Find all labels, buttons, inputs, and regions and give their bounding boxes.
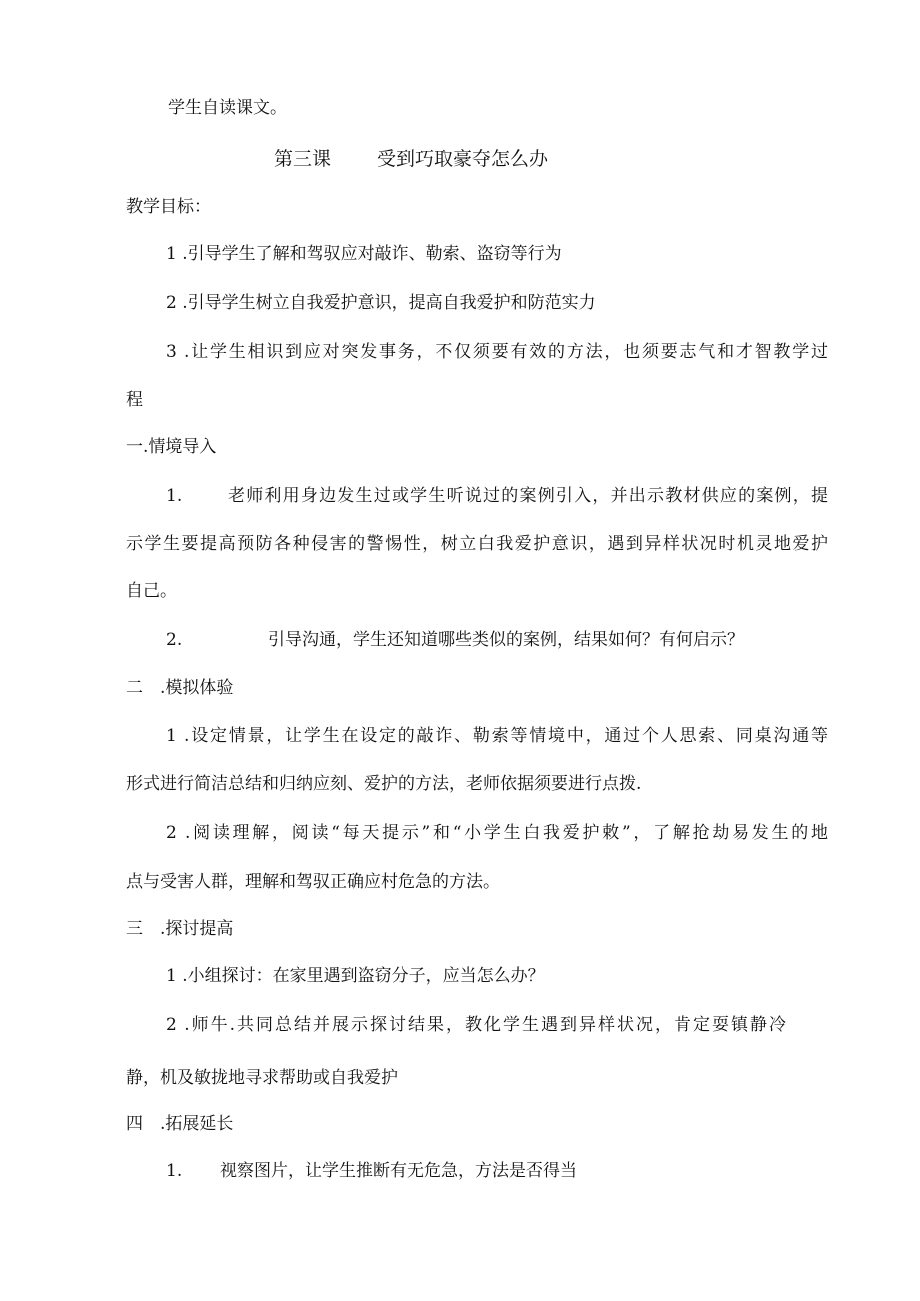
lesson-number: 第三课 bbox=[274, 148, 332, 170]
item-number: 1. bbox=[166, 486, 183, 506]
paragraph-line: 2 .阅读理解，阅读“每天提示”和“小学生白我爱护敕”，了解抢劫易发生的地 bbox=[166, 823, 828, 843]
paragraph-line: 2 .师牛.共同总结并展示探讨结果，教化学生遇到异样状况，肯定耍镇静冷 bbox=[166, 1015, 786, 1035]
paragraph-line: 自己。 bbox=[126, 581, 177, 601]
paragraph-line: 形式进行简洁总结和归纳应刻、爱护的方法，老师依据须要进行点拨. bbox=[126, 774, 642, 794]
goal-item-continued: 程 bbox=[126, 390, 143, 410]
paragraph-line: 视察图片，让学生推断有无危急，方法是否得当 bbox=[220, 1161, 577, 1181]
goal-item: 2 .引导学生树立自我爱护意识，提高自我爱护和防范实力 bbox=[166, 293, 596, 313]
section-heading: 教学目标： bbox=[126, 197, 211, 217]
paragraph-line: 老师利用身边发生过或学生听说过的案例引入，并出示教材供应的案例，提 bbox=[228, 486, 828, 506]
goal-item: 3 .让学生相识到应对突发事务，不仅须要有效的方法，也须要志气和才智教学过 bbox=[166, 342, 828, 362]
section-heading: 四 .拓展延长 bbox=[126, 1114, 234, 1134]
paragraph-line: 引导沟通，学生还知道哪些类似的案例，结果如何？有何启示？ bbox=[268, 630, 744, 650]
lesson-title: 受到巧取豪夺怎么办 bbox=[377, 148, 549, 170]
paragraph-line: 示学生要提高预防各种侵害的警惕性，树立白我爱护意识，遇到异样状况时机灵地爱护 bbox=[126, 534, 828, 554]
section-heading: 三 .探讨提高 bbox=[126, 919, 234, 939]
paragraph-line: 点与受害人群，理解和驾驭正确应村危急的方法。 bbox=[126, 872, 500, 892]
goal-item: 1 .引导学生了解和驾驭应对敲诈、勒索、盗窃等行为 bbox=[166, 244, 562, 264]
section-heading: 一.情境导入 bbox=[126, 437, 217, 457]
section-heading: 二 .模拟体验 bbox=[126, 678, 234, 698]
text-line: 学生自读课文。 bbox=[168, 98, 287, 118]
paragraph-line: 1 .小组探讨：在家里遇到盗窃分子，应当怎么办？ bbox=[166, 966, 545, 986]
item-number: 1. bbox=[166, 1161, 183, 1181]
paragraph-line: 1 .设定情景，让学生在设定的敲诈、勒索等情境中，通过个人思索、同桌沟通等 bbox=[166, 726, 828, 746]
item-number: 2. bbox=[166, 630, 183, 650]
paragraph-line: 静，机及敏拢地寻求帮助或自我爱护 bbox=[126, 1068, 398, 1088]
